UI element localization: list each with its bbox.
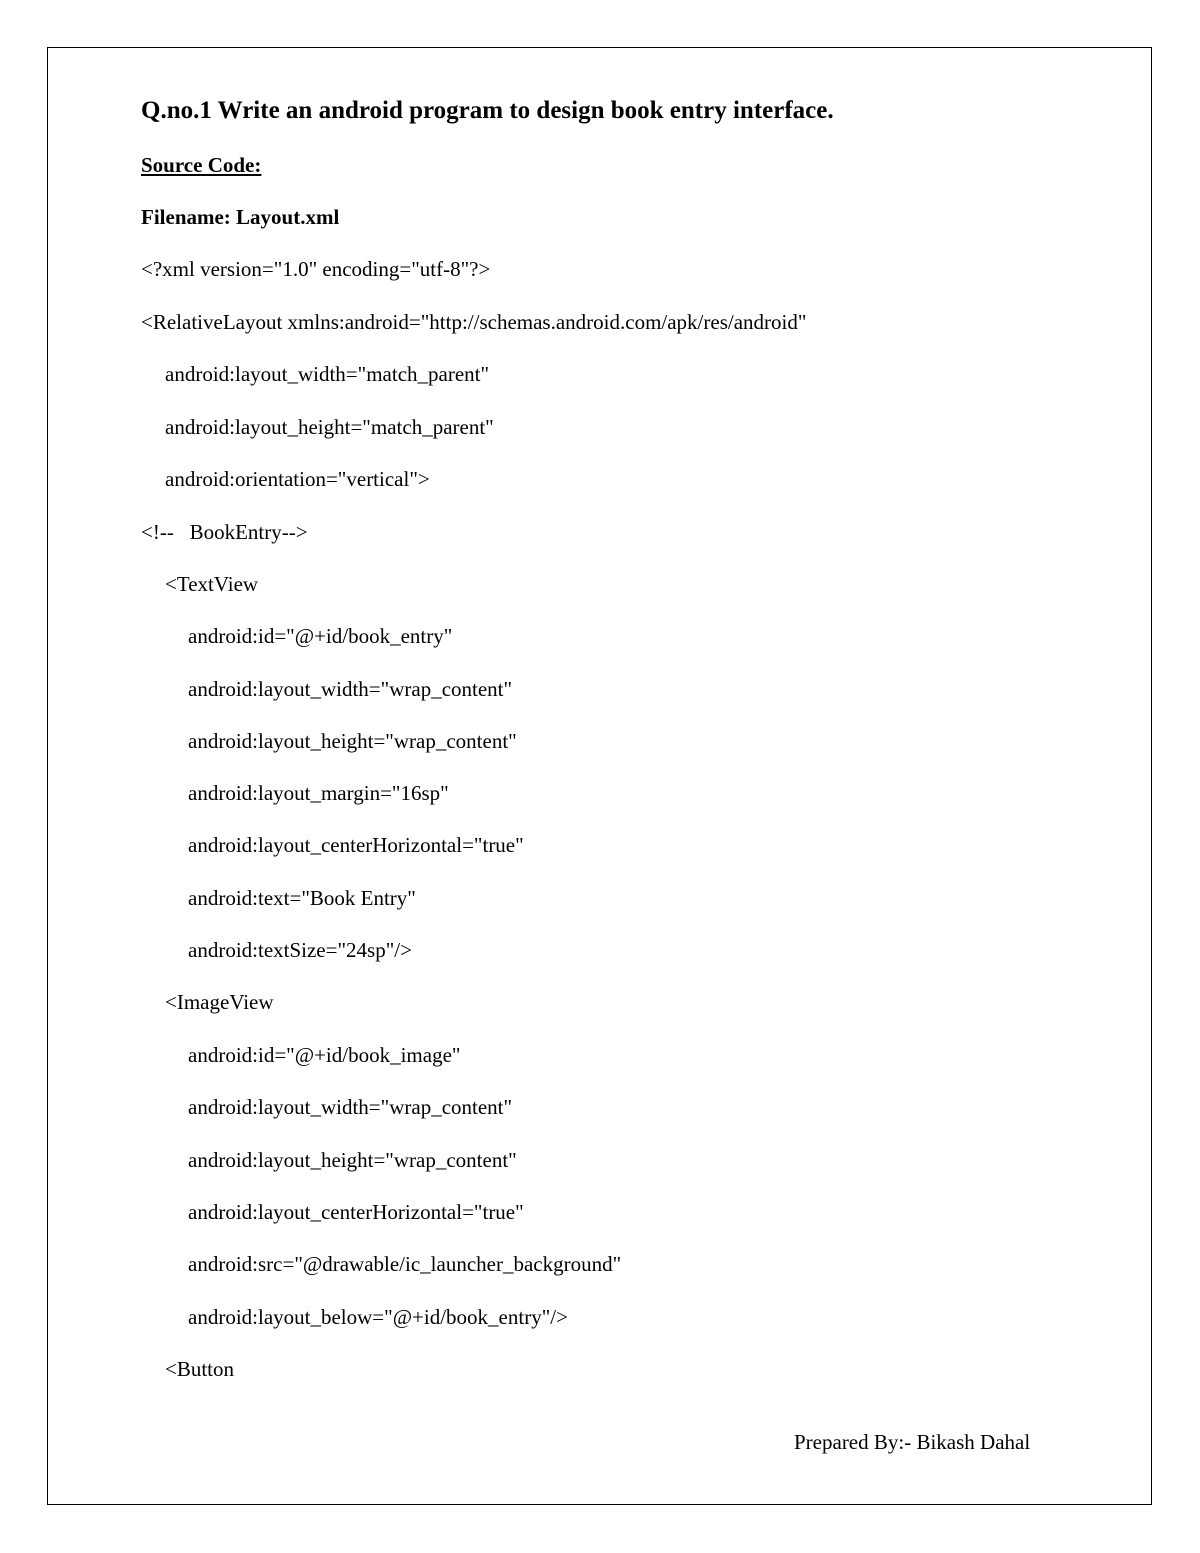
code-line-xml-declaration: <?xml version="1.0" encoding="utf-8"?> <box>141 257 491 281</box>
code-line: android:id="@+id/book_image" <box>188 1043 461 1067</box>
code-line: android:layout_centerHorizontal="true" <box>188 833 524 857</box>
question-heading: Q.no.1 Write an android program to design book entry interface. <box>141 97 834 124</box>
code-line: android:id="@+id/book_entry" <box>188 624 453 648</box>
code-line: android:layout_below="@+id/book_entry"/> <box>188 1305 568 1329</box>
code-line: android:layout_height="wrap_content" <box>188 1148 517 1172</box>
code-line-comment: <!-- BookEntry--> <box>141 520 308 544</box>
code-line-relativelayout-open: <RelativeLayout xmlns:android="http://schemas.android.com/apk/res/android" <box>141 310 807 334</box>
code-line: android:layout_height="match_parent" <box>165 415 494 439</box>
code-line: android:textSize="24sp"/> <box>188 938 412 962</box>
code-line-imageview-open: <ImageView <box>165 990 274 1014</box>
code-line-button-open: <Button <box>165 1357 235 1381</box>
code-line: android:layout_width="wrap_content" <box>188 1095 513 1119</box>
code-line: android:layout_height="wrap_content" <box>188 729 517 753</box>
prepared-by-footer: Prepared By:- Bikash Dahal <box>794 1430 1031 1454</box>
code-line: android:layout_width="match_parent" <box>165 362 490 386</box>
code-line: android:orientation="vertical"> <box>165 467 430 491</box>
code-line-textview-open: <TextView <box>165 572 259 596</box>
code-line: android:layout_centerHorizontal="true" <box>188 1200 524 1224</box>
code-line: android:src="@drawable/ic_launcher_background" <box>188 1252 622 1276</box>
source-code-heading: Source Code: <box>141 153 262 177</box>
code-line: android:layout_width="wrap_content" <box>188 677 513 701</box>
code-line: android:text="Book Entry" <box>188 886 416 910</box>
code-line: android:layout_margin="16sp" <box>188 781 449 805</box>
filename-label: Filename: Layout.xml <box>141 205 340 229</box>
